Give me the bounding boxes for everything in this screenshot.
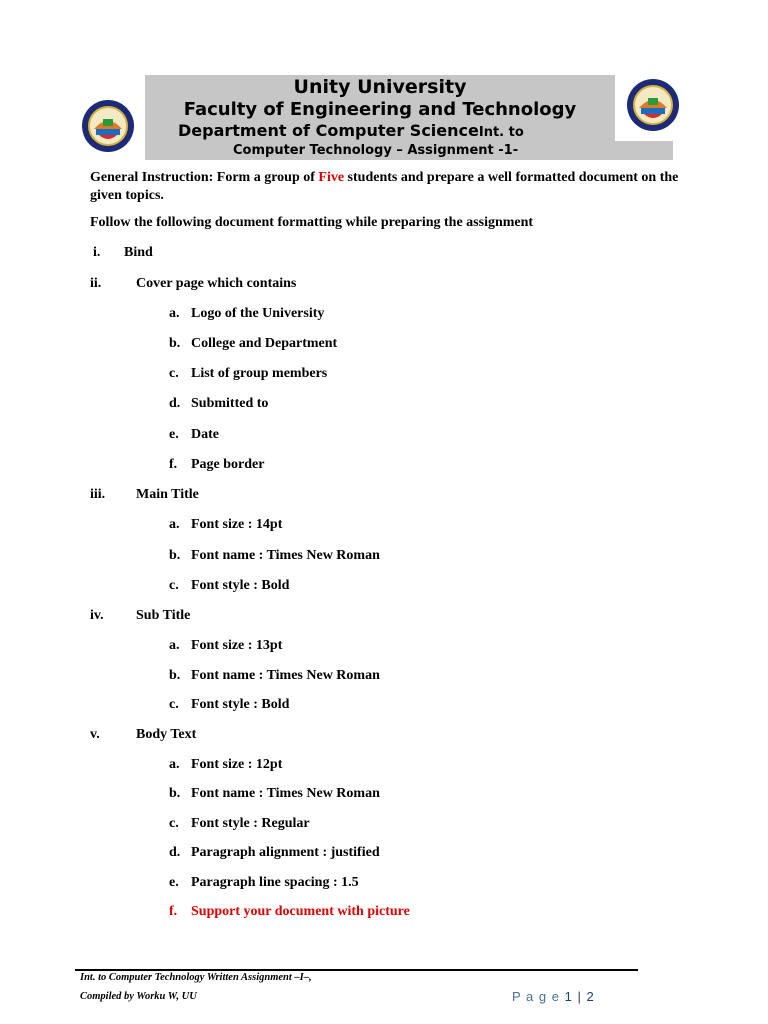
general-instruction — [90, 169, 690, 205]
section-number: iv. — [90, 608, 104, 623]
page-total: 2 — [586, 989, 595, 1004]
item-text: Font name : Times New Roman — [191, 548, 380, 563]
item-text: Font name : Times New Roman — [191, 786, 380, 801]
page-current: 1 — [564, 989, 573, 1004]
item-text: Font size : 13pt — [191, 638, 283, 653]
item-text: Font style : Regular — [191, 816, 310, 831]
item-letter: a. — [169, 757, 180, 772]
section-number: v. — [90, 727, 100, 742]
instruction-text: General Instruction: Form a group of — [90, 170, 319, 185]
university-seal-icon — [81, 99, 135, 153]
item-text: College and Department — [191, 336, 338, 351]
item-letter: b. — [169, 336, 181, 351]
department-name — [145, 121, 673, 140]
university-seal-icon — [626, 78, 680, 132]
footer-divider — [75, 969, 638, 971]
item-text: Paragraph alignment : justified — [191, 845, 380, 860]
item-letter: c. — [169, 816, 179, 831]
item-text: Font size : 12pt — [191, 757, 283, 772]
item-letter: f. — [169, 904, 178, 919]
item-letter: c. — [169, 697, 179, 712]
page-label: P a g e — [512, 989, 560, 1004]
instruction-text-rest: students and prepare a well formatted document on the given topics. — [90, 170, 679, 203]
item-letter: c. — [169, 578, 179, 593]
item-letter: e. — [169, 427, 179, 442]
faculty-name: Faculty of Engineering and Technology — [183, 99, 577, 120]
footer-author: Compiled by Worku W, UU — [80, 991, 197, 1002]
section-number: iii. — [90, 487, 106, 502]
course-prefix: Int. to — [478, 125, 524, 140]
item-letter: a. — [169, 517, 180, 532]
item-text: Font style : Bold — [191, 578, 290, 593]
group-size-highlight: Five — [318, 170, 345, 185]
item-letter: e. — [169, 875, 179, 890]
item-letter: a. — [169, 306, 180, 321]
follow-instruction: Follow the following document formatting while preparing the assignment — [90, 215, 534, 230]
section-number: i. — [93, 245, 101, 260]
item-letter: d. — [169, 845, 181, 860]
page-separator: | — [572, 989, 587, 1004]
section-title: Main Title — [136, 487, 199, 502]
item-text: Page border — [191, 457, 265, 472]
item-text: Font style : Bold — [191, 697, 290, 712]
item-text: Submitted to — [191, 396, 269, 411]
item-text: Logo of the University — [191, 306, 325, 321]
item-letter: d. — [169, 396, 181, 411]
footer-course: Int. to Computer Technology Written Assignment –I–, — [80, 972, 312, 983]
course-title: Computer Technology – Assignment -1- — [233, 143, 519, 158]
item-text: List of group members — [191, 366, 328, 381]
item-text: Paragraph line spacing : 1.5 — [191, 875, 359, 890]
section-number: ii. — [90, 276, 102, 291]
section-title: Bind — [124, 245, 153, 260]
item-text: Font size : 14pt — [191, 517, 283, 532]
section-title: Body Text — [136, 727, 197, 742]
item-letter: c. — [169, 366, 179, 381]
item-text: Font name : Times New Roman — [191, 668, 380, 683]
university-name: Unity University — [293, 76, 467, 98]
page-number — [512, 989, 595, 1004]
section-title: Cover page which contains — [136, 276, 297, 291]
item-letter: f. — [169, 457, 178, 472]
item-letter: a. — [169, 638, 180, 653]
section-title: Sub Title — [136, 608, 191, 623]
item-text: Date — [191, 427, 219, 442]
item-letter: b. — [169, 786, 181, 801]
item-text-highlight: Support your document with picture — [191, 904, 410, 919]
item-letter: b. — [169, 548, 181, 563]
department-text: Department of Computer Science — [178, 121, 479, 140]
item-letter: b. — [169, 668, 181, 683]
